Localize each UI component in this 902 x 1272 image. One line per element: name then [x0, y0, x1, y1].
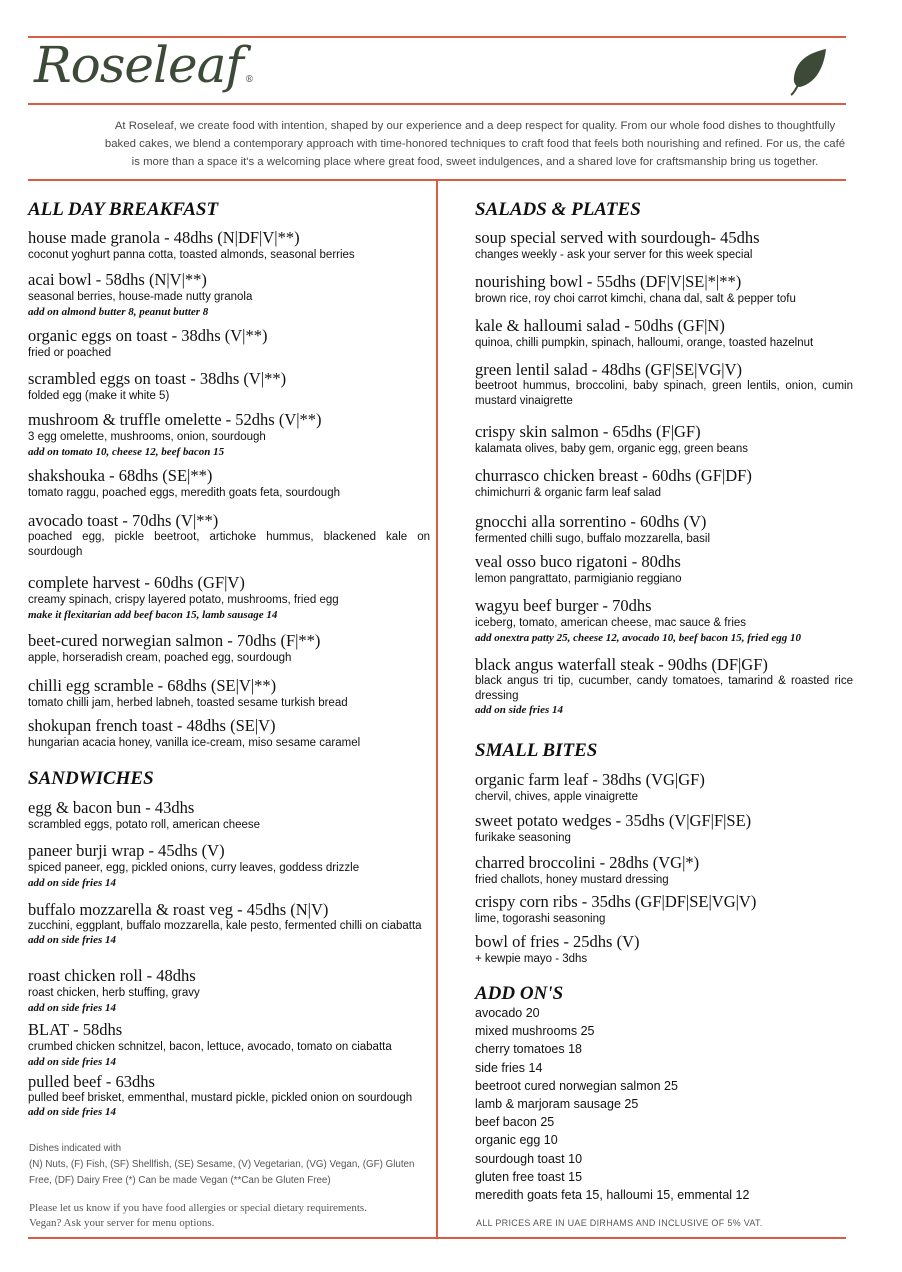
- item-title: crispy corn ribs - 35dhs (GF|DF|SE|VG|V): [475, 892, 757, 911]
- addon-item: beetroot cured norwegian salmon 25: [475, 1078, 678, 1093]
- item-addon: add on tomato 10, cheese 12, beef bacon 15: [28, 446, 225, 458]
- menu-item: [28, 573, 428, 621]
- addon-item: beef bacon 25: [475, 1115, 555, 1130]
- item-title: crispy skin salmon - 65dhs (F|GF): [475, 422, 701, 441]
- item-title: wagyu beef burger - 70dhs: [475, 596, 652, 615]
- menu-item: [475, 228, 875, 264]
- item-description: fried or poached: [28, 347, 112, 359]
- item-title: beet-cured norwegian salmon - 70dhs (F|**): [28, 631, 321, 650]
- item-title: complete harvest - 60dhs (GF|V): [28, 573, 245, 592]
- item-description: kalamata olives, baby gem, organic egg, green beans: [475, 443, 748, 455]
- menu-item: [28, 466, 428, 502]
- item-description: fried challots, honey mustard dressing: [475, 874, 669, 886]
- item-description: 3 egg omelette, mushrooms, onion, sourdough: [28, 431, 266, 443]
- menu-item: [28, 798, 428, 834]
- menu-item: [28, 410, 428, 458]
- item-description: hungarian acacia honey, vanilla ice-cream, miso sesame caramel: [28, 737, 361, 749]
- item-addon: add on side fries 14: [28, 877, 116, 889]
- item-addon: add onextra patty 25, cheese 12, avocado 10, beef bacon 15, fried egg 10: [475, 632, 801, 644]
- section-heading: SALADS & PLATES: [475, 199, 641, 220]
- item-addon: add on side fries 14: [28, 1106, 116, 1118]
- item-description: apple, horseradish cream, poached egg, sourdough: [28, 652, 292, 664]
- item-addon: add on side fries 14: [475, 704, 563, 716]
- menu-item: [28, 900, 428, 946]
- item-title: scrambled eggs on toast - 38dhs (V|**): [28, 369, 287, 388]
- addon-item: sourdough toast 10: [475, 1151, 583, 1166]
- menu-item: [475, 272, 875, 308]
- addon-item: meredith goats feta 15, halloumi 15, emmental 12: [475, 1188, 750, 1202]
- item-title: green lentil salad - 48dhs (GF|SE|VG|V): [475, 360, 742, 379]
- logo-text: Roseleaf: [34, 36, 243, 94]
- item-description: creamy spinach, crispy layered potato, mushrooms, fried egg: [28, 594, 339, 606]
- menu-item: [28, 1020, 428, 1068]
- menu-item: [28, 966, 428, 1014]
- item-description: lime, togorashi seasoning: [475, 913, 606, 925]
- item-addon: add on almond butter 8, peanut butter 8: [28, 306, 209, 318]
- item-description: tomato raggu, poached eggs, meredith goats feta, sourdough: [28, 487, 340, 499]
- menu-item: [475, 892, 875, 928]
- menu-item: [475, 655, 875, 716]
- item-title: roast chicken roll - 48dhs: [28, 966, 196, 985]
- item-description: changes weekly - ask your server for this week special: [475, 249, 753, 261]
- menu-item: [28, 1072, 428, 1118]
- item-title: churrasco chicken breast - 60dhs (GF|DF): [475, 466, 752, 485]
- item-description: furikake seasoning: [475, 832, 571, 844]
- item-title: sweet potato wedges - 35dhs (V|GF|F|SE): [475, 811, 752, 830]
- item-description: roast chicken, herb stuffing, gravy: [28, 987, 200, 999]
- item-description: tomato chilli jam, herbed labneh, toasted sesame turkish bread: [28, 697, 348, 709]
- item-description: lemon pangrattato, parmigianio reggiano: [475, 573, 682, 585]
- section-heading: ALL DAY BREAKFAST: [28, 199, 219, 220]
- item-title: charred broccolini - 28dhs (VG|*): [475, 853, 700, 872]
- item-title: gnocchi alla sorrentino - 60dhs (V): [475, 512, 707, 531]
- vat-note: ALL PRICES ARE IN UAE DIRHAMS AND INCLUSIVE OF 5% VAT.: [476, 1218, 763, 1228]
- item-addon: add on side fries 14: [28, 1056, 116, 1068]
- item-description: iceberg, tomato, american cheese, mac sauce & fries: [475, 617, 747, 629]
- menu-item: [28, 841, 428, 889]
- leaf-icon: [788, 47, 828, 97]
- item-title: soup special served with sourdough- 45dhs: [475, 228, 760, 247]
- item-title: organic eggs on toast - 38dhs (V|**): [28, 326, 268, 345]
- item-description: chimichurri & organic farm leaf salad: [475, 487, 661, 499]
- menu-item: [475, 770, 875, 806]
- item-description: folded egg (make it white 5): [28, 390, 170, 402]
- item-description: crumbed chicken schnitzel, bacon, lettuce, avocado, tomato on ciabatta: [28, 1041, 392, 1053]
- item-description: spiced paneer, egg, pickled onions, curry leaves, goddess drizzle: [28, 862, 360, 874]
- item-title: pulled beef - 63dhs: [28, 1072, 155, 1091]
- addon-item: gluten free toast 15: [475, 1169, 583, 1184]
- item-description: quinoa, chilli pumpkin, spinach, halloumi, orange, toasted hazelnut: [475, 337, 814, 349]
- item-title: avocado toast - 70dhs (V|**): [28, 511, 219, 530]
- item-description: seasonal berries, house-made nutty granola: [28, 291, 253, 303]
- bottom-rule: [28, 1237, 846, 1239]
- item-title: paneer burji wrap - 45dhs (V): [28, 841, 225, 860]
- item-title: organic farm leaf - 38dhs (VG|GF): [475, 770, 705, 789]
- logo: [34, 36, 253, 94]
- section-heading: SANDWICHES: [28, 768, 154, 789]
- item-title: house made granola - 48dhs (N|DF|V|**): [28, 228, 300, 247]
- item-title: acai bowl - 58dhs (N|V|**): [28, 270, 207, 289]
- item-title: bowl of fries - 25dhs (V): [475, 932, 640, 951]
- menu-item: [475, 360, 875, 409]
- item-addon: make it flexitarian add beef bacon 15, lamb sausage 14: [28, 609, 278, 621]
- item-description: zucchini, eggplant, buffalo mozzarella, kale pesto, fermented chilli on ciabatta: [28, 920, 422, 932]
- registered-mark: ®: [244, 75, 253, 85]
- menu-item: [28, 228, 428, 264]
- menu-item: [475, 512, 875, 548]
- item-title: mushroom & truffle omelette - 52dhs (V|**): [28, 410, 322, 429]
- item-description: coconut yoghurt panna cotta, toasted almonds, seasonal berries: [28, 249, 355, 261]
- addon-item: mixed mushrooms 25: [475, 1024, 595, 1039]
- item-description: black angus tri tip, cucumber, candy tomatoes, tamarind & roasted rice dressing: [475, 675, 853, 702]
- section-heading: ADD ON'S: [475, 983, 564, 1004]
- item-description: + kewpie mayo - 3dhs: [475, 953, 588, 965]
- menu-item: [28, 270, 428, 318]
- intro-text: At Roseleaf, we create food with intention, shaped by our experience and a deep respect for quality. From our whole food dishes to thoughtfully baked cakes, we blend a contemporary approach with time-honored techniques to craft food that feels both nourishing and refined. For us, the café is more than a space it's a welcoming place where great food, sweet indulgences, and a shared love for craftsmanship bring us together.: [104, 120, 846, 168]
- item-description: brown rice, roy choi carrot kimchi, chana dal, salt & pepper tofu: [475, 293, 796, 305]
- column-divider: [436, 180, 438, 1238]
- menu-item: [28, 369, 428, 405]
- dishes-indicated: Dishes indicated with: [29, 1143, 122, 1154]
- item-title: black angus waterfall steak - 90dhs (DF|GF): [475, 655, 768, 674]
- menu-item: [28, 716, 428, 752]
- allergy-note-2: Vegan? Ask your server for menu options.: [29, 1217, 215, 1229]
- menu-item: [475, 466, 875, 502]
- item-title: BLAT - 58dhs: [28, 1020, 123, 1039]
- item-description: fermented chilli sugo, buffalo mozzarella, basil: [475, 533, 711, 545]
- addon-item: lamb & marjoram sausage 25: [475, 1097, 639, 1111]
- addon-item: organic egg 10: [475, 1133, 558, 1148]
- dietary-legend-1: (N) Nuts, (F) Fish, (SF) Shellfish, (SE) Sesame, (V) Vegetarian, (VG) Vegan, (GF) Gluten: [29, 1159, 415, 1170]
- item-title: nourishing bowl - 55dhs (DF|V|SE|*|**): [475, 272, 742, 291]
- item-description: scrambled eggs, potato roll, american cheese: [28, 819, 261, 831]
- item-description: chervil, chives, apple vinaigrette: [475, 791, 638, 803]
- menu-item: [475, 853, 875, 889]
- menu-item: [28, 326, 428, 362]
- item-description: poached egg, pickle beetroot, artichoke hummus, blackened kale on sourdough: [28, 531, 430, 558]
- allergy-note-1: Please let us know if you have food allergies or special dietary requirements.: [29, 1202, 367, 1214]
- item-title: kale & halloumi salad - 50dhs (GF|N): [475, 316, 725, 335]
- item-title: veal osso buco rigatoni - 80dhs: [475, 552, 681, 571]
- menu-item: [28, 676, 428, 712]
- menu-item: [475, 422, 875, 458]
- menu-item: [28, 631, 428, 667]
- item-title: shokupan french toast - 48dhs (SE|V): [28, 716, 276, 735]
- menu-item: [475, 811, 875, 847]
- item-description: pulled beef brisket, emmenthal, mustard pickle, pickled onion on sourdough: [28, 1092, 413, 1104]
- item-title: chilli egg scramble - 68dhs (SE|V|**): [28, 676, 277, 695]
- menu-item: [475, 932, 875, 968]
- item-title: shakshouka - 68dhs (SE|**): [28, 466, 213, 485]
- menu-item: [475, 316, 875, 352]
- dietary-legend-2: Free, (DF) Dairy Free (*) Can be made Vegan (**Can be Gluten Free): [29, 1175, 331, 1186]
- addon-item: avocado 20: [475, 1006, 540, 1020]
- addon-item: cherry tomatoes 18: [475, 1042, 582, 1057]
- item-addon: add on side fries 14: [28, 934, 116, 946]
- item-title: buffalo mozzarella & roast veg - 45dhs (N|V): [28, 900, 329, 919]
- menu-item: [475, 552, 875, 588]
- item-title: egg & bacon bun - 43dhs: [28, 798, 195, 817]
- menu-item: [28, 511, 428, 560]
- item-addon: add on side fries 14: [28, 1002, 116, 1014]
- item-description: beetroot hummus, broccolini, baby spinach, green lentils, onion, cumin mustard vinaigrette: [475, 380, 853, 407]
- menu-item: [475, 596, 875, 644]
- addon-item: side fries 14: [475, 1060, 543, 1075]
- header-rule: [28, 103, 846, 105]
- section-heading: SMALL BITES: [475, 740, 598, 761]
